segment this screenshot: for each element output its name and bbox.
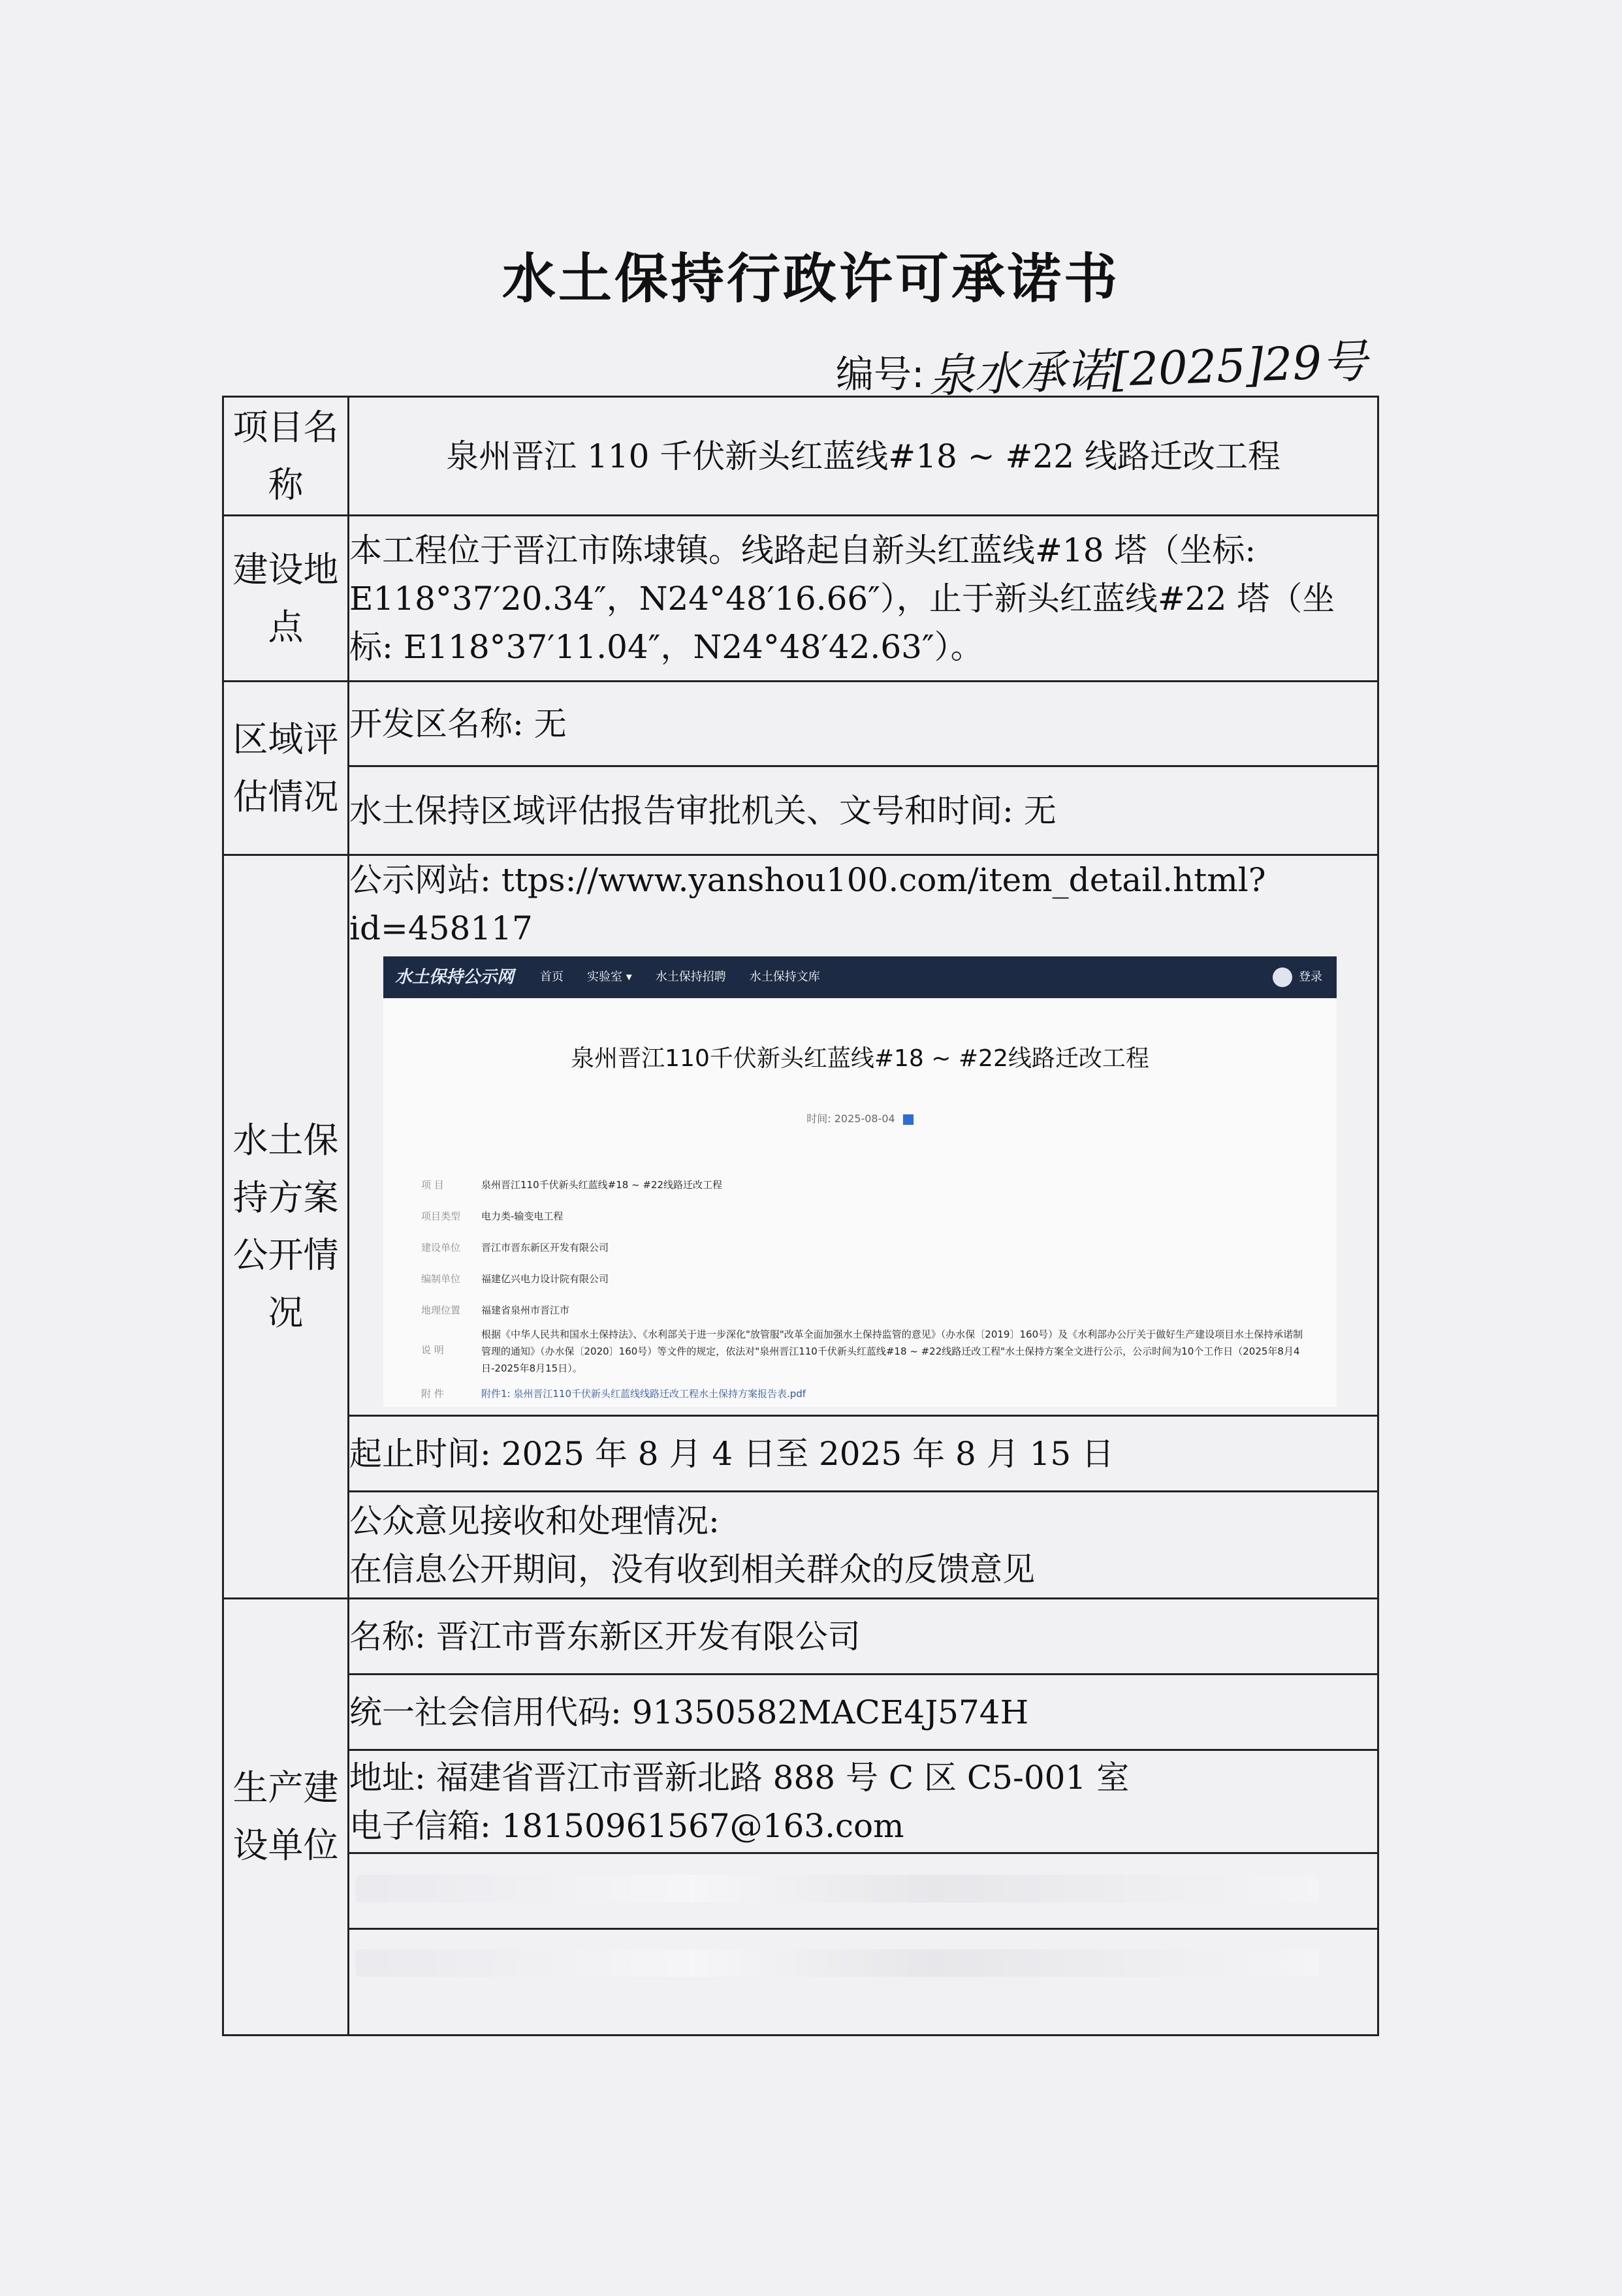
location-label: 建设地点 <box>223 516 349 682</box>
site-page-title: 泉州晋江110千伏新头红蓝线#18 ~ #22线路迁改工程 <box>571 1045 1149 1072</box>
period-value: 起止时间: 2025 年 8 月 4 日至 2025 年 8 月 15 日 <box>349 1416 1378 1492</box>
website-line: 公示网站: ttps://www.yanshou100.com/item_detail.html?id=458117 <box>349 861 1266 947</box>
site-date <box>383 1095 1337 1143</box>
dev-zone-value: 开发区名称: 无 <box>349 682 1378 766</box>
disclosure-label: 水土保持方案公开情况 <box>223 855 349 1599</box>
feedback-text: 在信息公开期间，没有收到相关群众的反馈意见 <box>349 1550 1035 1588</box>
serial-number <box>836 334 1368 403</box>
site-field-row: 项目类型 电力类-输变电工程 <box>421 1210 564 1222</box>
project-name-label: 项目名称 <box>223 397 349 516</box>
site-field-row: 编制单位 福建亿兴电力设计院有限公司 <box>421 1273 609 1285</box>
website-screenshot <box>383 956 1337 1407</box>
site-field-row: 建设单位 晋江市晋东新区开发有限公司 <box>421 1242 609 1253</box>
unit-credit-code: 统一社会信用代码: 91350582MACE4J574H <box>349 1675 1378 1750</box>
region-report-value: 水土保持区域评估报告审批机关、文号和时间: 无 <box>349 766 1378 855</box>
site-brand: 水土保持公示网 <box>395 967 515 987</box>
site-navbar <box>383 956 1337 998</box>
unit-name: 名称: 晋江市晋东新区开发有限公司 <box>349 1599 1378 1675</box>
site-fields <box>421 1169 1337 1407</box>
redacted-area <box>349 1855 1377 1927</box>
site-attachment-row: 附 件 附件1: 泉州晋江110千伏新头红蓝线线路迁改工程水土保持方案报告表.pdf <box>421 1378 1337 1407</box>
project-name-value: 泉州晋江 110 千伏新头红蓝线#18 ~ #22 线路迁改工程 <box>349 397 1378 516</box>
site-field-row: 项 目 泉州晋江110千伏新头红蓝线#18 ~ #22线路迁改工程 <box>421 1179 723 1191</box>
site-description-row: 说 明 根据《中华人民共和国水土保持法》、《水利部关于进一步深化"放管服"改革全面加强水土保持监管的意见》（办水保〔2019〕160号）及《水利部办公厅关于做好生产建设项目水土保持承诺制管理的通知》（办水保〔2020〕160号）等文件的规定，依法对"泉州晋江110千伏新头红蓝线#18 ~ #22线路迁改工程"水土保持方案全文进行公示，公示时间为10个工作日（2025年8月4日-2025年8月15日）。 <box>421 1329 1303 1374</box>
site-date-text: 时间: 2025-08-04 <box>806 1112 895 1125</box>
user-icon <box>1273 967 1292 987</box>
nav-home: 首页 <box>540 970 564 984</box>
attachment-link: 附件1: 泉州晋江110千伏新头红蓝线线路迁改工程水土保持方案报告表.pdf <box>481 1388 806 1400</box>
unit-address: 地址: 福建省晋江市晋新北路 888 号 C 区 C5-001 室 <box>349 1758 1130 1797</box>
feedback-title: 公众意见接收和处理情况: <box>349 1502 720 1540</box>
serial-handwritten: 泉水承诺[2025]29号 <box>927 334 1368 403</box>
nav-lab: 实验室 ▾ <box>587 970 632 984</box>
unit-label: 生产建设单位 <box>223 1599 349 2036</box>
login-label: 登录 <box>1299 970 1322 984</box>
redacted-area <box>349 1930 1377 2034</box>
region-label: 区域评估情况 <box>223 682 349 855</box>
unit-email: 电子信箱: 18150961567@163.com <box>349 1806 904 1845</box>
location-value: 本工程位于晋江市陈埭镇。线路起自新头红蓝线#18 塔（坐标: E118°37′20.34″，N24°48′16.66″），止于新头红蓝线#22 塔（坐标: E118°37′11.04″，N24°48′42.63″）。 <box>349 516 1378 682</box>
qr-code-icon <box>903 1114 914 1125</box>
nav-jobs: 水土保持招聘 <box>655 970 726 984</box>
document-title: 水土保持行政许可承诺书 <box>501 248 1120 310</box>
site-login <box>1273 956 1322 1001</box>
site-field-row: 地理位置 福建省泉州市晋江市 <box>421 1304 570 1316</box>
commitment-table <box>222 396 1379 2036</box>
nav-library: 水土保持文库 <box>749 970 820 984</box>
serial-label: 编号: <box>836 352 925 396</box>
